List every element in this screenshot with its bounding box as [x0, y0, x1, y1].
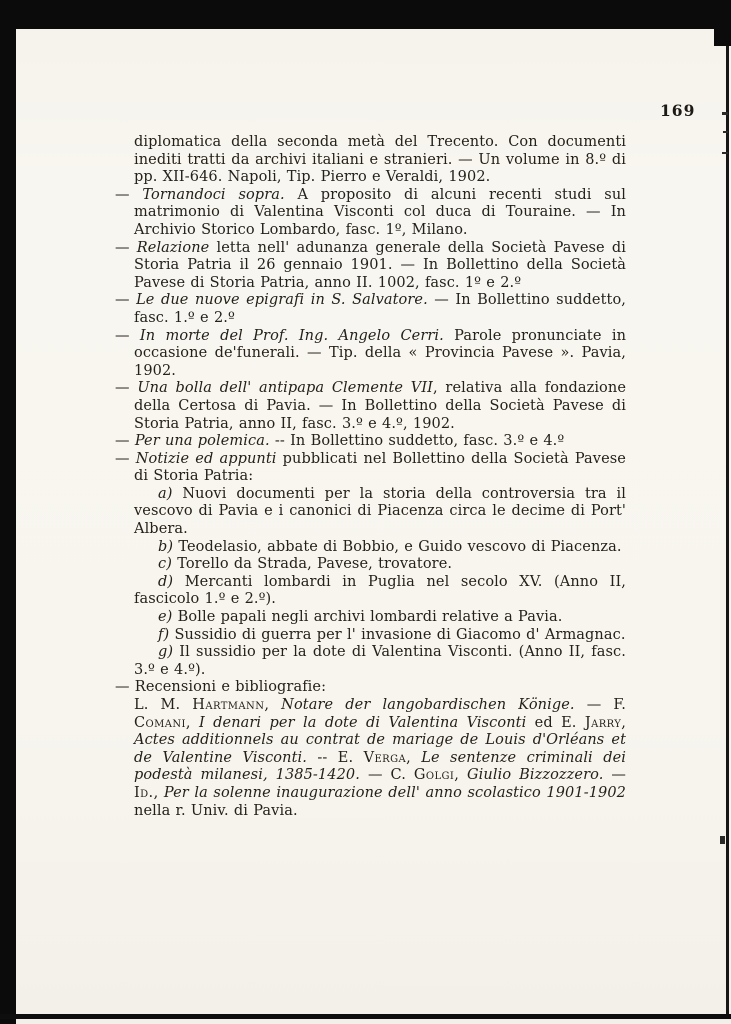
text-segment: —: [115, 433, 135, 450]
text-segment: Jarry: [584, 714, 622, 731]
text-segment: — C.: [359, 767, 414, 784]
text-segment: ,: [621, 714, 626, 731]
text-segment: diplomatica della seconda metà del Trecento. Con documenti inediti tratti da archivi italiani e stranieri. — Un volume in 8.º di pp. XII-646. Napoli, Tip. Pierro e Veraldi, 1902.: [134, 134, 626, 186]
paragraph: [115, 433, 626, 451]
text-segment: Verga: [363, 749, 407, 766]
scan-speck: [722, 152, 728, 154]
text-segment: c): [158, 556, 172, 573]
text-segment: -- E.: [306, 749, 364, 766]
text-segment: — F.: [574, 697, 627, 713]
text-segment: Teodelasio, abbate di Bobbio, e Guido vescovo di Piacenza.: [173, 538, 622, 555]
text-segment: Giulio Bizzozzero.: [466, 767, 604, 784]
paragraph: [115, 679, 626, 697]
paragraph: [134, 556, 626, 574]
text-segment: Le due nuove epigrafi in S. Salvatore.: [136, 292, 428, 309]
text-segment: Nuovi documenti per la storia della controversia tra il vescovo di Pavia e i canonici di Piacenza circa le decime di Port' Albera.: [134, 485, 626, 538]
text-segment: -- In Bollettino suddetto, fasc. 3.º e 4.º: [269, 433, 565, 450]
text-segment: Comani: [134, 714, 186, 731]
text-segment: a): [158, 485, 173, 502]
paragraph: [134, 609, 626, 627]
text-segment: Per una polemica.: [134, 433, 270, 450]
paragraph: [134, 539, 626, 557]
text-segment: ,: [454, 767, 467, 784]
text-segment: ,: [153, 784, 164, 801]
text-segment: —: [603, 767, 627, 784]
text-segment: , relativa alla fondazione della Certosa di Pavia. — In Bollettino della Società Pavese di Storia Patria, anno II, fasc. 3.º e 4.º, 1902.: [134, 380, 627, 432]
scan-speck: [723, 131, 728, 133]
text-segment: b): [158, 538, 174, 555]
text-segment: In morte del Prof. Ing. Angelo Cerri.: [139, 327, 444, 344]
text-segment: Una bolla dell' antipapa Clemente VII: [137, 380, 433, 397]
paragraph: [134, 134, 626, 187]
text-segment: L. M.: [134, 697, 193, 713]
text-segment: Hartmann: [192, 697, 265, 713]
page-number: 169: [660, 101, 696, 120]
paragraph: [134, 627, 626, 645]
text-segment: — Recensioni e bibliografie:: [115, 679, 327, 696]
text-segment: pubblicati nel Bollettino della Società Pavese di Storia Patria:: [134, 450, 626, 485]
text-segment: —: [115, 380, 138, 397]
text-segment: Mercanti lombardi in Puglia nel secolo XV. (Anno II, fascicolo 1.º e 2.º).: [134, 573, 626, 608]
text-segment: — In Bollettino suddetto, fasc. 1.º e 2.º: [134, 292, 626, 326]
text-segment: —: [115, 292, 137, 309]
text-segment: Le sentenze criminali dei podestà milanesi, 1385-1420.: [134, 749, 627, 784]
paragraph: [134, 574, 626, 609]
text-segment: Parole pronunciate in occasione de'funerali. — Tip. della « Provincia Pavese ». Pavia, 1902.: [134, 327, 627, 379]
text-segment: —: [115, 327, 140, 344]
scan-speck: [722, 112, 728, 115]
text-segment: nella r. Univ. di Pavia.: [134, 802, 298, 819]
scan-edge-top: [0, 0, 731, 29]
paragraph: [115, 450, 626, 486]
text-segment: Bolle papali negli archivi lombardi relative a Pavia.: [172, 609, 563, 626]
scan-corner-blot: [714, 0, 731, 46]
text-segment: Golgi: [413, 767, 455, 784]
text-segment: A proposito di alcuni recenti studi sul matrimonio di Valentina Visconti col duca di Touraine. — In Archivio Storico Lombardo, fasc. 1º, Milano.: [134, 186, 626, 238]
text-segment: ,: [185, 714, 199, 731]
text-segment: Relazione: [136, 239, 210, 256]
text-segment: Notare der langobardischen Könige.: [281, 697, 575, 713]
paragraph: [134, 644, 626, 679]
text-segment: I denari per la dote di Valentina Visconti: [198, 714, 527, 731]
scan-edge-right: [726, 26, 729, 1016]
scan-edge-bottom: [0, 1014, 731, 1019]
text-segment: ,: [264, 697, 282, 713]
text-segment: g): [158, 644, 174, 661]
text-segment: —: [115, 450, 136, 467]
paragraph: [134, 486, 626, 539]
text-segment: Actes additionnels au contrat de mariage de Louis d'Orléans et de Valentine Visconti.: [134, 732, 626, 766]
text-segment: d): [158, 573, 174, 590]
text-segment: Notizie ed appunti: [135, 450, 277, 467]
text-segment: f): [158, 626, 170, 643]
text-segment: Per la solenne inaugurazione dell' anno scolastico 1901-1902: [163, 784, 627, 801]
text-segment: Id.: [134, 784, 154, 801]
paragraph: [115, 292, 626, 327]
scan-edge-left: [0, 0, 16, 1024]
text-segment: Il sussidio per la dote di Valentina Visconti. (Anno II, fasc. 3.º e 4.º).: [134, 644, 626, 678]
paragraph: [115, 186, 626, 240]
scan-speck: [720, 836, 725, 844]
text-segment: Torello da Strada, Pavese, trovatore.: [171, 556, 453, 573]
text-segment: Tornandoci sopra.: [142, 186, 285, 203]
text-segment: letta nell' adunanza generale della Società Pavese di Storia Patria il 26 gennaio 1901. — In Bollettino della Società Pavese di Storia Patria, anno II. 1002, fasc. 1º e 2.º: [134, 239, 626, 291]
paragraph: [134, 697, 626, 820]
text-segment: —: [115, 239, 137, 256]
text-segment: Sussidio di guerra per l' invasione di Giacomo d' Armagnac.: [169, 626, 626, 643]
text-segment: —: [115, 186, 143, 203]
text-block: [115, 134, 627, 820]
paragraph: [115, 239, 626, 293]
text-segment: e): [158, 609, 173, 626]
text-segment: ,: [406, 749, 422, 766]
paragraph: [115, 327, 627, 381]
paragraph: [115, 380, 627, 433]
text-segment: ed E.: [526, 714, 585, 731]
